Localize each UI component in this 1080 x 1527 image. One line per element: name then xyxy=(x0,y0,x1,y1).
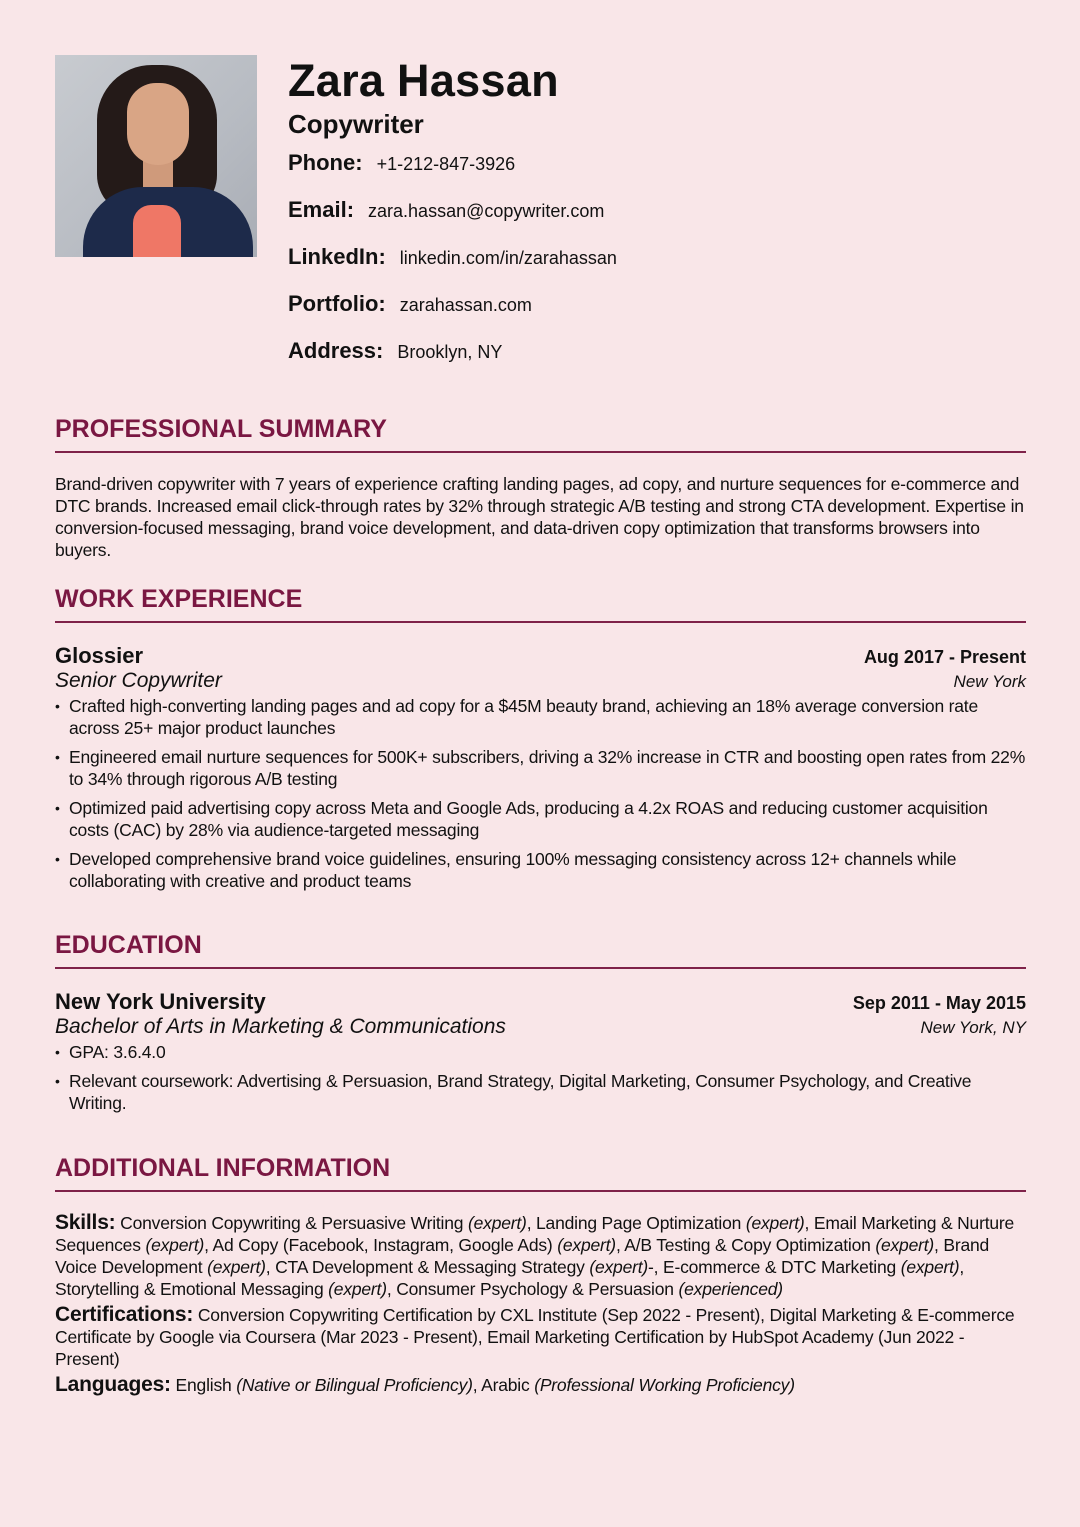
school-location: New York, NY xyxy=(920,1018,1026,1037)
language-level: (Professional Working Proficiency) xyxy=(534,1375,795,1395)
section-divider xyxy=(55,621,1026,623)
job-location: New York xyxy=(953,672,1026,691)
education-entry xyxy=(55,989,1026,1114)
section-heading: ADDITIONAL INFORMATION xyxy=(55,1154,391,1182)
profile-photo xyxy=(55,55,257,257)
skill-level: (expert) xyxy=(900,1257,960,1277)
summary-section xyxy=(55,413,1026,561)
languages-paragraph xyxy=(55,1374,1026,1396)
section-heading: WORK EXPERIENCE xyxy=(55,585,303,613)
skill-level: (expert) xyxy=(875,1235,935,1255)
languages-label: Languages: xyxy=(55,1373,171,1396)
skill-level: (expert) xyxy=(207,1257,266,1277)
skill-level: (expert) xyxy=(328,1279,387,1299)
degree-name: Bachelor of Arts in Marketing & Communications xyxy=(55,1015,506,1038)
contact-label: Portfolio: xyxy=(288,291,386,316)
section-divider xyxy=(55,1190,1026,1192)
certifications-text: Conversion Copywriting Certification by CXL Institute (Sep 2022 - Present), Digital Marketing & E-commerce Certificate by Google via Coursera (Mar 2023 - Present), Email Marketing Certification by HubSpot Academy (Jun 2022 - Present) xyxy=(55,1305,1015,1369)
separator: , xyxy=(204,1235,213,1255)
list-item: • Developed comprehensive brand voice guidelines, ensuring 100% messaging consistency across 12+ channels while collaborating with creative and product teams xyxy=(55,848,1026,892)
candidate-name: Zara Hassan xyxy=(288,55,559,106)
separator: , xyxy=(959,1257,965,1277)
skill-level: (expert) xyxy=(745,1213,805,1233)
company-name: Glossier xyxy=(55,643,144,668)
contact-address xyxy=(288,338,617,385)
phone-value[interactable]: +1-212-847-3926 xyxy=(376,154,516,174)
separator: -, xyxy=(648,1257,663,1277)
contact-portfolio xyxy=(288,291,617,338)
achievement-list xyxy=(55,695,1026,892)
contact-linkedin xyxy=(288,244,617,291)
education-dates: Sep 2011 - May 2015 xyxy=(852,993,1026,1013)
experience-section xyxy=(55,583,1026,899)
education-details xyxy=(55,1041,1026,1114)
contact-label: Address: xyxy=(288,338,384,363)
portfolio-link[interactable]: zarahassan.com xyxy=(399,295,532,315)
additional-section xyxy=(55,1152,1026,1400)
skills-label: Skills: xyxy=(55,1211,116,1234)
section-divider xyxy=(55,967,1026,969)
photo-face xyxy=(127,83,189,165)
contact-list xyxy=(288,150,617,385)
contact-label: Email: xyxy=(288,197,355,222)
skill-name: Conversion Copywriting & Persuasive Writing xyxy=(120,1213,464,1233)
address-value: Brooklyn, NY xyxy=(397,342,503,362)
skill-name: A/B Testing & Copy Optimization xyxy=(624,1235,871,1255)
education-section xyxy=(55,929,1026,1121)
email-link[interactable]: zara.hassan@copywriter.com xyxy=(368,201,605,221)
linkedin-link[interactable]: linkedin.com/in/zarahassan xyxy=(399,248,617,268)
certifications-paragraph xyxy=(55,1304,1026,1370)
contact-label: Phone: xyxy=(288,150,363,175)
skill-name: CTA Development & Messaging Strategy xyxy=(275,1257,585,1277)
candidate-title: Copywriter xyxy=(288,109,424,139)
entry-subheader xyxy=(55,1015,1026,1039)
experience-entry xyxy=(55,643,1026,892)
skill-name: Brand Voice Development xyxy=(55,1235,990,1277)
list-item: • Relevant coursework: Advertising & Persuasion, Brand Strategy, Digital Marketing, Consumer Psychology, and Creative Writing. xyxy=(55,1070,1026,1114)
skill-name: Consumer Psychology & Persuasion xyxy=(396,1279,674,1299)
separator: , xyxy=(386,1279,397,1299)
section-heading: EDUCATION xyxy=(55,931,202,959)
contact-label: LinkedIn: xyxy=(288,244,386,269)
list-item: • Engineered email nurture sequences for 500K+ subscribers, driving a 32% increase in CTR and boosting open rates from 22% to 34% through rigorous A/B testing xyxy=(55,746,1026,790)
skill-level: (expert) xyxy=(557,1235,616,1255)
list-item: • GPA: 3.6.4.0 xyxy=(55,1041,1026,1063)
separator: , xyxy=(472,1375,482,1395)
job-role: Senior Copywriter xyxy=(55,669,222,692)
summary-text: Brand-driven copywriter with 7 years of experience crafting landing pages, ad copy, and nurture sequences for e-commerce and DTC brands. Increased email click-through rates by 32% through strategic A/B testing and strong CTA development. Expertise in conversion-focused messaging, brand voice development, and data-driven copy optimization that transforms browsers into buyers. xyxy=(55,474,1024,560)
skill-level: (expert) xyxy=(145,1235,205,1255)
separator: , xyxy=(934,1235,944,1255)
photo-top xyxy=(133,205,181,257)
certifications-label: Certifications: xyxy=(55,1303,194,1326)
separator: , xyxy=(265,1257,276,1277)
skill-level: (expert) xyxy=(467,1213,527,1233)
entry-header xyxy=(55,989,1026,1015)
separator: , xyxy=(804,1213,814,1233)
employment-dates: Aug 2017 - Present xyxy=(863,647,1026,667)
separator: , xyxy=(526,1213,537,1233)
entry-header xyxy=(55,643,1026,669)
list-item: • Crafted high-converting landing pages and ad copy for a $45M beauty brand, achieving an 18% average conversion rate across 25+ major product launches xyxy=(55,695,1026,739)
section-heading: PROFESSIONAL SUMMARY xyxy=(55,415,387,443)
section-divider xyxy=(55,451,1026,453)
list-item: • Optimized paid advertising copy across Meta and Google Ads, producing a 4.2x ROAS and reducing customer acquisition costs (CAC) by 28% via audience-targeted messaging xyxy=(55,797,1026,841)
separator: , xyxy=(615,1235,625,1255)
language-name: English xyxy=(175,1375,232,1395)
skill-name: Storytelling & Emotional Messaging xyxy=(55,1279,324,1299)
contact-email xyxy=(288,197,617,244)
additional-content xyxy=(55,1212,1026,1396)
entry-subheader xyxy=(55,669,1026,693)
contact-phone xyxy=(288,150,617,197)
language-level: (Native or Bilingual Proficiency) xyxy=(236,1375,473,1395)
skill-name: Ad Copy (Facebook, Instagram, Google Ads) xyxy=(212,1235,553,1255)
skill-name: E-commerce & DTC Marketing xyxy=(663,1257,897,1277)
skill-level: (experienced) xyxy=(678,1279,783,1299)
language-name: Arabic xyxy=(481,1375,530,1395)
resume-header xyxy=(288,54,617,385)
skill-level: (expert) xyxy=(589,1257,649,1277)
skill-name: Email Marketing & Nurture Sequences xyxy=(55,1213,1015,1255)
school-name: New York University xyxy=(55,989,266,1014)
skill-name: Landing Page Optimization xyxy=(536,1213,742,1233)
skills-paragraph xyxy=(55,1212,1026,1300)
